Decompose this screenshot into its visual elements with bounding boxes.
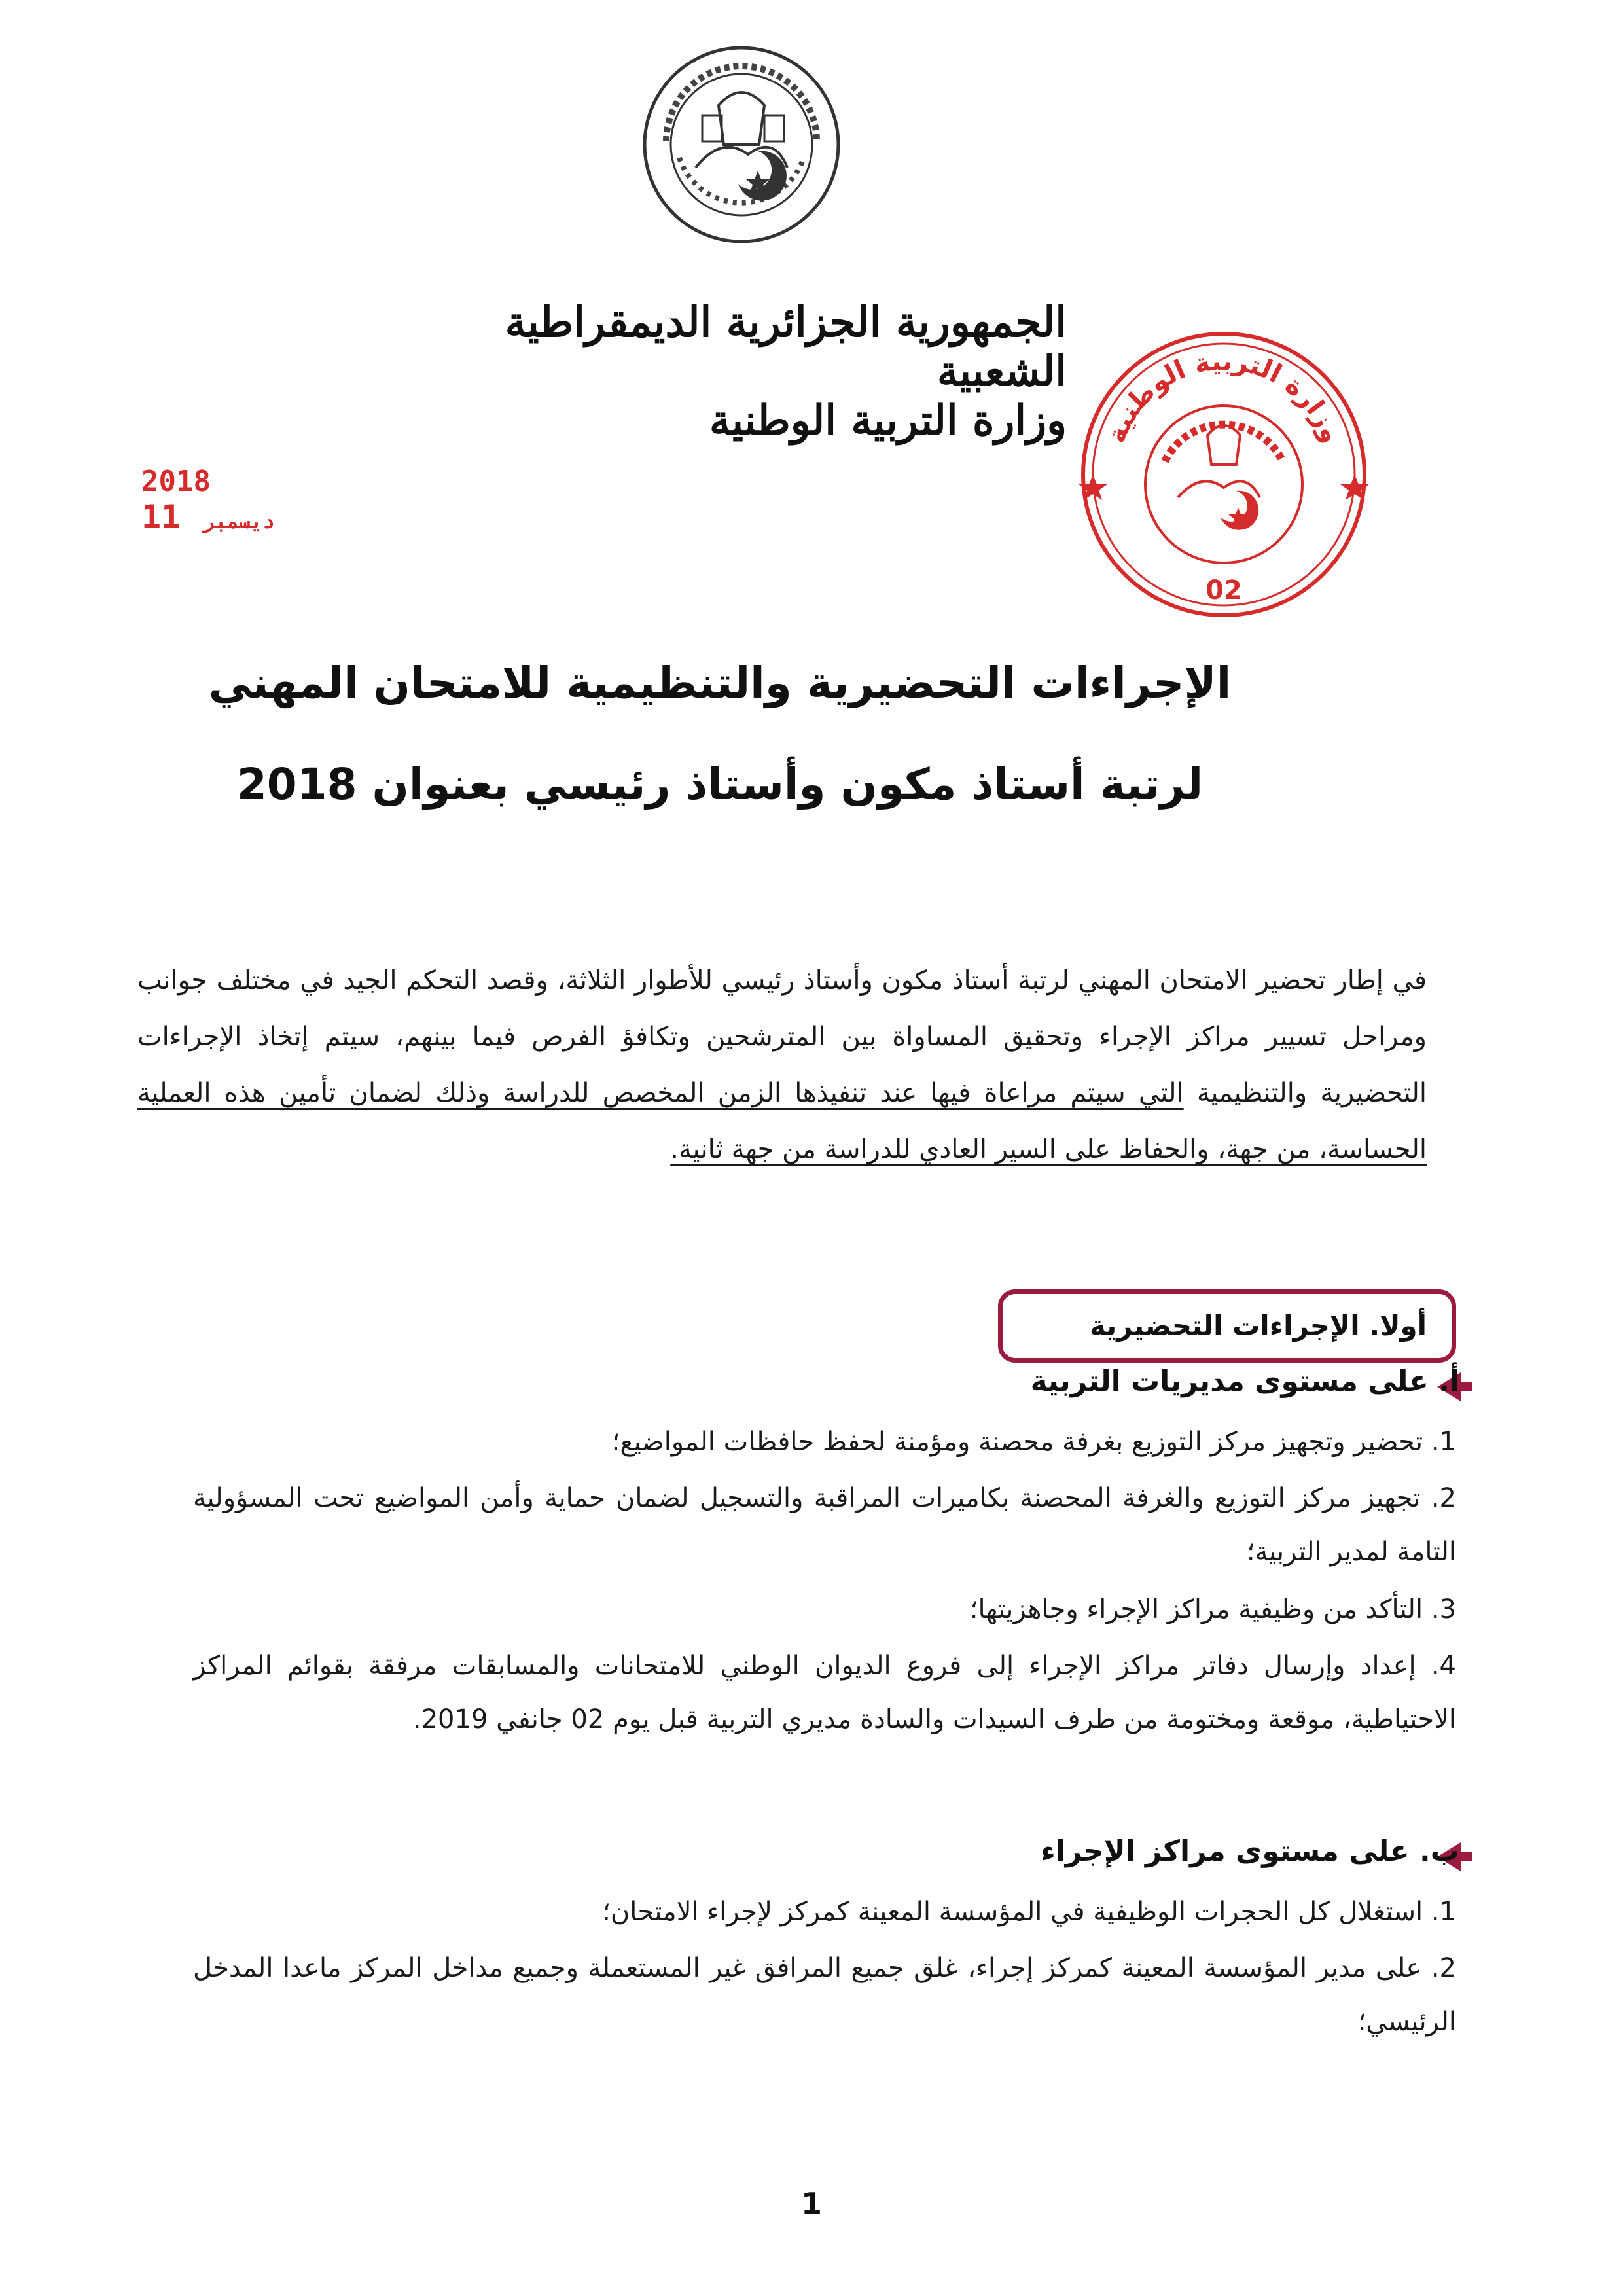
date-month: ديسمبر <box>203 511 275 533</box>
list-item: 1. استغلال كل الحجرات الوظيفية في المؤسسة المعينة كمركز لإجراء الامتحان؛ <box>602 1897 1456 1927</box>
date-day: 11 <box>141 498 181 536</box>
national-emblem-seal <box>640 43 843 246</box>
list-item: 1. تحضير وتجهيز مركز التوزيع بغرفة محصنة ومؤمنة لحفظ حافظات المواضيع؛ <box>611 1427 1456 1457</box>
date-stamp <box>141 465 305 536</box>
page-number: 1 <box>800 2186 822 2221</box>
date-year: 2018 <box>141 465 211 498</box>
ministry-red-stamp <box>1073 321 1374 628</box>
intro-text: في إطار تحضير الامتحان المهني لرتبة أستاذ مكون وأستاذ رئيسي للأطوار الثلاثة، وقصد التحكم الجيد في مختلف جوانب ومراحل تسيير مراكز الإجراء وتحقيق المساواة بين المترشحين وتكافؤ الفرص فيما بينهم، سيتم إتخاذ الإجراءات التحضيرية والتنظيمية <box>137 965 1427 1108</box>
section-title: أولا. الإجراءات التحضيرية <box>1090 1310 1427 1342</box>
intro-underlined-text: التي سيتم مراعاة فيها عند تنفيذها الزمن المخصص للدراسة وذلك لضمان تأمين هذه العملية الحساسة، من جهة، والحفاظ على السير العادي للدراسة من جهة ثانية. <box>137 1078 1427 1164</box>
stamp-ring-text: وزارة التربية الوطنية <box>1101 346 1347 447</box>
list-item: 4. إعداد وإرسال دفاتر مراكز الإجراء إلى فروع الديوان الوطني للامتحانات والمسابقات مرفقة بقوائم المراكز الاحتياطية، موقعة ومختومة من طرف السيدات والسادة مديري التربية قبل يوم 02 جانفي 2019. <box>193 1651 1456 1734</box>
intro-paragraph <box>137 952 1427 1177</box>
stamp-number: 02 <box>1205 575 1242 605</box>
document-title-line-2: لرتبة أستاذ مكون وأستاذ رئيسي بعنوان 2018 <box>236 759 1204 810</box>
list-item: 2. على مدير المؤسسة المعينة كمركز إجراء، غلق جميع المرافق غير المستعملة وجميع مداخل المركز ماعدا المدخل الرئيسي؛ <box>193 1953 1456 2037</box>
republic-name: الجمهورية الجزائرية الديمقراطية الشعبية <box>505 298 1067 396</box>
document-title-line-1: الإجراءات التحضيرية والتنظيمية للامتحان المهني <box>208 658 1232 708</box>
section-heading-box <box>998 1289 1456 1363</box>
ministry-name: وزارة التربية الوطنية <box>709 396 1067 445</box>
list-item: 2. تجهيز مركز التوزيع والغرفة المحصنة بكاميرات المراقبة والتسجيل لضمان حماية وأمن المواضيع تحت المسؤولية التامة لمدير التربية؛ <box>193 1483 1456 1567</box>
subsection-b-title: ب. على مستوى مراكز الإجراء <box>1041 1835 1459 1868</box>
subsection-a-title: أ. على مستوى مديريات التربية <box>1030 1365 1459 1398</box>
list-item: 3. التأكد من وظيفية مراكز الإجراء وجاهزيتها؛ <box>969 1594 1456 1624</box>
